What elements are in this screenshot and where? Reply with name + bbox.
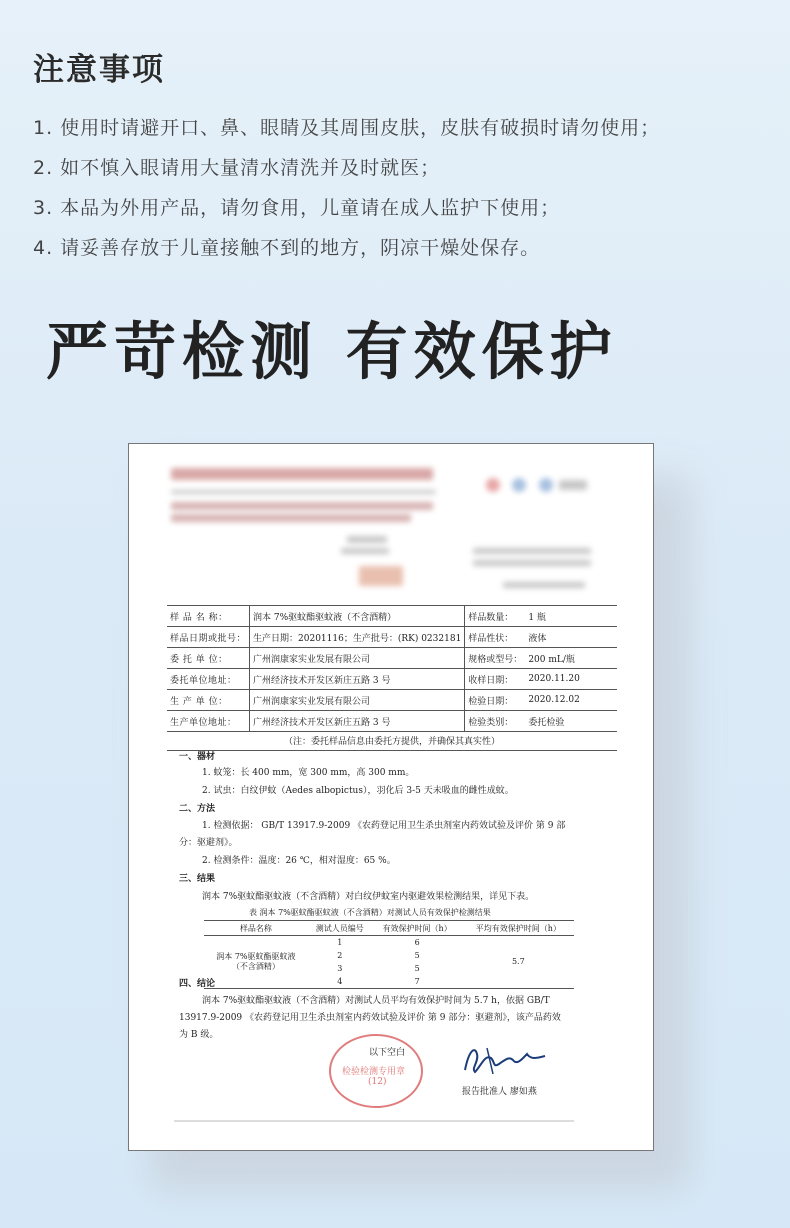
table-row: 样 品 名 称： 润本 7%驱蚊酯驱蚊液（不含酒精） 样品数量： 1 瓶	[167, 606, 617, 627]
table-row: 样品名称 测试人员编号 有效保护时间（h） 平均有效保护时间（h）	[204, 921, 574, 936]
table-row: 委 托 单 位： 广州润康家实业发展有限公司 规格或型号： 200 mL/瓶	[167, 648, 617, 669]
info-note: （注：委托样品信息由委托方提供，并确保其真实性）	[167, 734, 617, 751]
section-method-line: 分：驱避剂》。	[179, 838, 238, 848]
section-method-title: 二、方法	[179, 804, 216, 814]
below-blank-text: 以下空白	[369, 1048, 406, 1058]
section-conclusion-title: 四、结论	[179, 979, 216, 989]
result-table-caption: 表 润本 7%驱蚊酯驱蚊液（不含酒精）对测试人员有效保护检测结果	[249, 908, 491, 917]
section-method-line: 2. 检测条件：温度：26 ℃，相对湿度：65 %。	[202, 856, 396, 866]
section-equipment-line: 1. 蚊笼：长 400 mm，宽 300 mm，高 300 mm。	[202, 768, 415, 778]
section-result-text: 润本 7%驱蚊酯驱蚊液（不含酒精）对白纹伊蚊室内驱避效果检测结果，详见下表。	[202, 892, 535, 902]
section-conclusion-line: 润本 7%驱蚊酯驱蚊液（不含酒精）对测试人员平均有效保护时间为 5.7 h，依据 GB/T	[202, 996, 550, 1006]
section-result-title: 三、结果	[179, 874, 216, 884]
note-item: 3. 本品为外用产品，请勿食用，儿童请在成人监护下使用；	[33, 197, 561, 219]
notes-title: 注意事项	[33, 52, 165, 88]
approver-label: 报告批准人 廖如燕	[462, 1087, 537, 1097]
note-item: 4. 请妥善存放于儿童接触不到的地方，阴凉干燥处保存。	[33, 237, 541, 259]
table-row: 4 7	[204, 975, 574, 989]
result-table	[204, 920, 574, 989]
sample-info-table	[167, 605, 617, 732]
slogan: 严苛检测 有效保护	[46, 315, 618, 388]
table-row: 委托单位地址： 广州经济技术开发区新庄五路 3 号 收样日期： 2020.11.20	[167, 669, 617, 690]
section-conclusion-line: 为 B 级。	[179, 1030, 219, 1040]
note-item: 2. 如不慎入眼请用大量清水清洗并及时就医；	[33, 157, 441, 179]
note-item: 1. 使用时请避开口、鼻、眼睛及其周围皮肤，皮肤有破损时请勿使用；	[33, 117, 661, 139]
section-conclusion-line: 13917.9-2009 《农药登记用卫生杀虫剂室内药效试验及评价 第 9 部分：驱避剂》，该产品药效	[179, 1013, 561, 1023]
table-row: 3 5	[337, 963, 420, 973]
table-row: 生产单位地址： 广州经济技术开发区新庄五路 3 号 检验类别： 委托检验	[167, 711, 617, 732]
section-equipment-title: 一、器材	[179, 752, 216, 762]
table-row: 2 5	[337, 950, 420, 960]
footer-divider	[174, 1120, 574, 1122]
notes-list	[33, 108, 660, 268]
signature-icon	[457, 1040, 552, 1078]
section-method-line: 1. 检测依据： GB/T 13917.9-2009 《农药登记用卫生杀虫剂室内药效试验及评价 第 9 部	[202, 821, 566, 831]
table-row: 润本 7%驱蚊酯驱蚊液 （不含酒精） 1 6 5.7	[204, 936, 574, 950]
table-row: 生 产 单 位： 广州润康家实业发展有限公司 检验日期： 2020.12.02	[167, 690, 617, 711]
test-report-document	[128, 443, 654, 1151]
stamp-text: 检验检测专用章 (12)	[342, 1067, 406, 1087]
table-row: 样品日期或批号： 生产日期：20201116；生产批号：(RK) 0232181 样品性状： 液体	[167, 627, 617, 648]
section-equipment-line: 2. 试虫：白纹伊蚊（Aedes albopictus），羽化后 3-5 天未吸血的雌性成蚊。	[202, 786, 514, 796]
